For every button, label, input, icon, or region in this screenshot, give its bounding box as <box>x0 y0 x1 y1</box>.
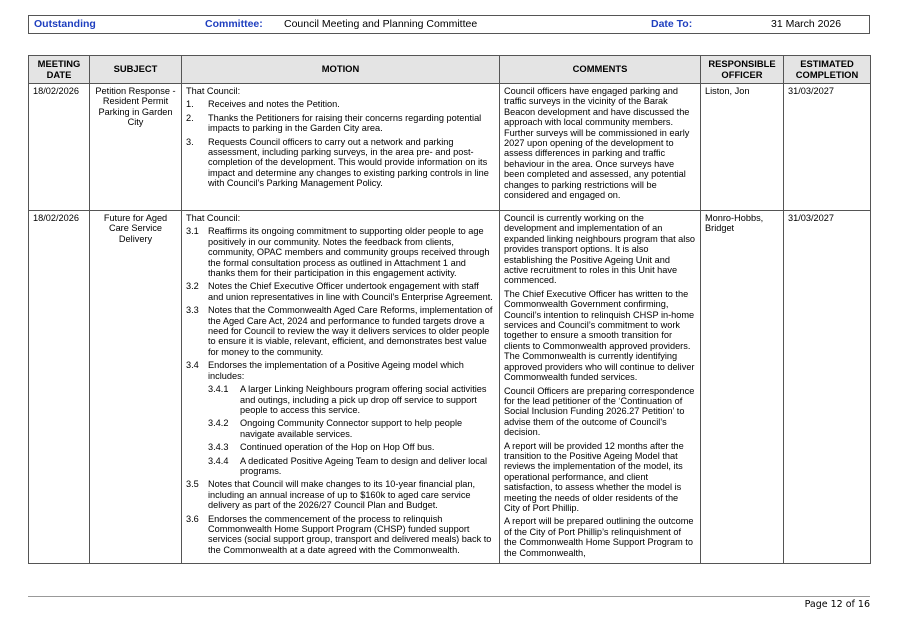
motion-item <box>186 226 495 278</box>
motion-item-text: Notes that Council will make changes to its 10-year financial plan, including an annual increase of up to $160k to aged care service delivery as part of the 2026/27 Council Plan and Budget. <box>208 479 476 511</box>
meeting-date: 18/02/2026 <box>29 211 90 564</box>
committee-label: Committee: <box>205 18 263 30</box>
motion-subitem-text: A larger Linking Neighbours program offering social activities and outings, including a pick up drop off service to support people to access this service. <box>240 384 487 415</box>
outstanding-actions-table <box>28 55 871 564</box>
motion-item-text: Endorses the commencement of the process to relinquish Commonwealth Home Support Program (CHSP) funded support services (social support group, transport and delivered meals) back to the Commonwealth at a date agreed with the Commonwealth. <box>208 513 492 555</box>
subject: Petition Response - Resident Permit Parking in Garden City <box>90 84 182 211</box>
comment-paragraph: A report will be provided 12 months after the transition to the Positive Ageing Model that reviews the implementation of the model, its operational performance, and client satisfaction, to assess whether the model is meeting the needs of older residents of the City of Port Phillip. <box>504 440 684 513</box>
motion-item-text: Requests Council officers to carry out a network and parking assessment, including parking surveys, in the area pre- and post-completion of the development. This would provide information on its impact and determine any changes to existing parking controls in line with Council’s Parking Management Policy. <box>208 136 489 189</box>
responsible-officer: Liston, Jon <box>701 84 784 211</box>
motion-item-number: 3.2 <box>186 281 199 292</box>
motion-item-text: Endorses the implementation of a Positive Ageing model which includes: <box>208 360 464 381</box>
table-row <box>29 84 871 211</box>
comment-paragraph: Council Officers are preparing correspondence for the lead petitioner of the ‘Continuation of Social Inclusion Funding 2026.27 Petition’ to advise them of the outcome of Council’s decision. <box>504 385 695 438</box>
motion-item-number: 1. <box>186 99 194 110</box>
comment-paragraph: The Chief Executive Officer has written to the Commonwealth Government confirming, Council’s intention to relinquish CHSP in-home services and Council’s commitment to work together to ensure a smooth transition for clients to Commonwealth approved providers. The Commonwealth is currently identifying approved providers who will continue to deliver Commonwealth funded services. <box>504 288 695 383</box>
motion-item <box>186 305 495 357</box>
comments <box>500 211 701 564</box>
estimated-completion: 31/03/2027 <box>784 211 871 564</box>
motion <box>182 211 500 564</box>
table-header-row <box>29 56 871 84</box>
date-to-value: 31 March 2026 <box>771 18 842 30</box>
col-header-meeting-date: MEETING DATE <box>29 56 90 84</box>
motion-item <box>186 137 495 189</box>
col-header-motion: MOTION <box>182 56 500 84</box>
motion-intro: That Council: <box>186 213 241 223</box>
comment-paragraph: A report will be prepared outlining the outcome of the City of Port Phillip’s relinquishment of the Commonwealth Home Support Program to the Commonwealth, <box>504 516 694 558</box>
motion-subitem-number: 3.4.3 <box>208 442 229 453</box>
footer-divider <box>28 596 870 597</box>
comment-paragraph: Council is currently working on the development and implementation of an expanded linking neighbours program that also provides transport options. It is also establishing the Positive Ageing Unit and active recruitment to roles in this Unit have commenced. <box>504 213 696 286</box>
comments <box>500 84 701 211</box>
motion-subitem-number: 3.4.4 <box>208 455 229 466</box>
responsible-officer: Monro-Hobbs, Bridget <box>701 211 784 564</box>
motion-item-number: 3.6 <box>186 513 199 524</box>
motion-intro: That Council: <box>186 86 241 96</box>
page-number: Page 12 of 16 <box>804 599 870 610</box>
motion-item <box>186 360 495 381</box>
motion-item-number: 3. <box>186 136 194 147</box>
motion-subitem-number: 3.4.2 <box>208 418 229 429</box>
estimated-completion: 31/03/2027 <box>784 84 871 211</box>
motion-subitem-text: Ongoing Community Connector support to help people navigate available services. <box>240 418 463 439</box>
motion <box>182 84 500 211</box>
motion-item-number: 2. <box>186 112 194 123</box>
motion-item-text: Notes the Chief Executive Officer undertook engagement with staff and union representatives in line with Council’s Enterprise Agreement. <box>208 281 493 302</box>
motion-item <box>186 281 495 302</box>
motion-subitem <box>208 384 495 415</box>
motion-subitem <box>208 442 495 452</box>
col-header-comments: COMMENTS <box>500 56 701 84</box>
motion-item-text: Thanks the Petitioners for raising their concerns regarding potential impacts to parking in the Garden City area. <box>208 112 482 134</box>
motion-subitem <box>208 456 495 477</box>
col-header-responsible-officer: RESPONSIBLE OFFICER <box>701 56 784 84</box>
report-header <box>28 15 870 34</box>
meeting-date: 18/02/2026 <box>29 84 90 211</box>
motion-item-text: Reaffirms its ongoing commitment to supporting older people to age positively in our community. Notes the feedback from clients, community, OPAC members and community groups received through the formal consultation process as outlined in Attachment 1 and thanks them for their participation in this engagement activity. <box>208 226 490 279</box>
motion-item <box>186 99 495 109</box>
motion-item-text: Receives and notes the Petition. <box>208 99 340 110</box>
motion-item-number: 3.3 <box>186 305 199 316</box>
subject: Future for Aged Care Service Delivery <box>90 211 182 564</box>
status-label: Outstanding <box>34 18 96 30</box>
table-row <box>29 211 871 564</box>
motion-subitem-text: A dedicated Positive Ageing Team to design and deliver local programs. <box>240 455 488 476</box>
motion-subitem-number: 3.4.1 <box>208 384 229 395</box>
col-header-estimated-completion: ESTIMATED COMPLETION <box>784 56 871 84</box>
motion-item-text: Notes that the Commonwealth Aged Care Reforms, implementation of the Aged Care Act, 2024 and performance to funded targets drove a need for Council to review the way it delivers services to older people to ensure it is viable, relevant, efficient, and demonstrates best value for money to the community. <box>208 305 493 357</box>
motion-item-number: 3.5 <box>186 479 199 490</box>
motion-subitem <box>208 418 495 439</box>
motion-item <box>186 479 495 510</box>
date-to-label: Date To: <box>651 18 693 30</box>
comment-paragraph: Council officers have engaged parking and traffic surveys in the vicinity of the Barak Beacon development and have discussed the approach with local community members. Further surveys will be commissioned in early 2027 upon opening of the development to assess differences in parking and traffic behaviour in the area. Once surveys have been completed and assessed, any potential changes to parking restrictions will be considered and engaged on. <box>504 86 690 201</box>
motion-item-number: 3.4 <box>186 360 199 371</box>
motion-subitem-text: Continued operation of the Hop on Hop Off bus. <box>240 442 435 453</box>
col-header-subject: SUBJECT <box>90 56 182 84</box>
motion-item-number: 3.1 <box>186 226 199 237</box>
motion-item <box>186 514 495 556</box>
committee-value: Council Meeting and Planning Committee <box>284 18 478 30</box>
motion-item <box>186 113 495 134</box>
